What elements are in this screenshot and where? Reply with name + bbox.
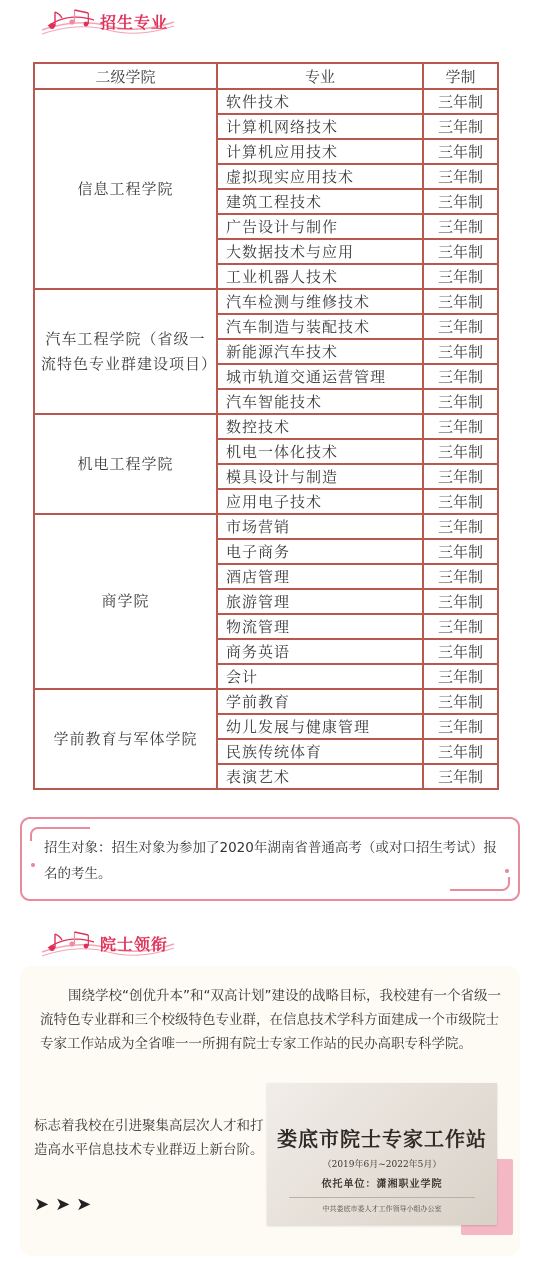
major-cell: 建筑工程技术: [217, 189, 423, 214]
major-cell: 学前教育: [217, 689, 423, 714]
plaque-date: （2019年6月~2022年5月）: [322, 1160, 442, 1170]
major-cell: 汽车制造与装配技术: [217, 314, 423, 339]
college-cell: 汽车工程学院（省级一流特色专业群建设项目）: [34, 289, 217, 414]
duration-cell: 三年制: [423, 689, 498, 714]
major-cell: 广告设计与制作: [217, 214, 423, 239]
major-cell: 民族传统体育: [217, 739, 423, 764]
duration-cell: 三年制: [423, 289, 498, 314]
duration-cell: 三年制: [423, 739, 498, 764]
admission-notice: [20, 817, 520, 901]
plaque-title: 娄底市院士专家工作站: [277, 1127, 487, 1151]
college-cell: 学前教育与军体学院: [34, 689, 217, 789]
dot-decoration: [31, 863, 35, 867]
duration-cell: 三年制: [423, 89, 498, 114]
major-cell: 会计: [217, 664, 423, 689]
duration-cell: 三年制: [423, 439, 498, 464]
duration-cell: 三年制: [423, 639, 498, 664]
academician-intro: 围绕学校“创优升本”和“双高计划”建设的战略目标，我校建有一个省级一流特色专业群和三个校级特色专业群，在信息技术学科方面建成一个市级院士专家工作站成为全省唯一一所拥有院士专家工作站的民办高职专科学院。: [40, 988, 501, 1052]
major-cell: 电子商务: [217, 539, 423, 564]
duration-cell: 三年制: [423, 114, 498, 139]
duration-cell: 三年制: [423, 539, 498, 564]
major-cell: 城市轨道交通运营管理: [217, 364, 423, 389]
dot-decoration: [505, 869, 509, 873]
majors-table-body: [34, 89, 498, 789]
major-cell: 汽车检测与维修技术: [217, 289, 423, 314]
major-cell: 模具设计与制造: [217, 464, 423, 489]
duration-cell: 三年制: [423, 339, 498, 364]
majors-table: [33, 62, 499, 790]
section-title: 招生专业: [100, 13, 169, 32]
major-cell: 表演艺术: [217, 764, 423, 789]
table-header-row: [34, 63, 498, 89]
major-cell: 机电一体化技术: [217, 439, 423, 464]
major-cell: 幼儿发展与健康管理: [217, 714, 423, 739]
table-row: [34, 89, 498, 114]
header-college: 二级学院: [34, 63, 217, 89]
notice-text: 招生对象：招生对象为参加了2020年湖南省普通高考（或对口招生考试）报名的考生。: [44, 840, 497, 882]
major-cell: 市场营销: [217, 514, 423, 539]
header-major: 专业: [217, 63, 423, 89]
plaque-divider: [289, 1197, 475, 1198]
duration-cell: 三年制: [423, 514, 498, 539]
major-cell: 虚拟现实应用技术: [217, 164, 423, 189]
college-cell: 信息工程学院: [34, 89, 217, 289]
college-cell: 商学院: [34, 514, 217, 689]
plaque-photo: [267, 1083, 497, 1225]
duration-cell: 三年制: [423, 564, 498, 589]
duration-cell: 三年制: [423, 214, 498, 239]
duration-cell: 三年制: [423, 764, 498, 789]
major-cell: 汽车智能技术: [217, 389, 423, 414]
academician-side-text: 标志着我校在引进聚集高层次人才和打造高水平信息技术专业群迈上新台阶。: [34, 1118, 264, 1158]
plaque-footer: 中共娄底市委人才工作领导小组办公室: [322, 1205, 442, 1213]
major-cell: 计算机网络技术: [217, 114, 423, 139]
table-row: [34, 289, 498, 314]
major-cell: 数控技术: [217, 414, 423, 439]
academician-card: [20, 966, 520, 1256]
duration-cell: 三年制: [423, 389, 498, 414]
duration-cell: 三年制: [423, 464, 498, 489]
section-title: 院士领衔: [100, 935, 169, 954]
table-row: [34, 689, 498, 714]
duration-cell: 三年制: [423, 589, 498, 614]
table-row: [34, 414, 498, 439]
duration-cell: 三年制: [423, 414, 498, 439]
major-cell: 计算机应用技术: [217, 139, 423, 164]
arrow-icons: ➤➤➤: [34, 1194, 98, 1215]
majors-section-header: [38, 4, 218, 38]
major-cell: 物流管理: [217, 614, 423, 639]
duration-cell: 三年制: [423, 714, 498, 739]
major-cell: 软件技术: [217, 89, 423, 114]
major-cell: 工业机器人技术: [217, 264, 423, 289]
major-cell: 商务英语: [217, 639, 423, 664]
duration-cell: 三年制: [423, 314, 498, 339]
duration-cell: 三年制: [423, 364, 498, 389]
duration-cell: 三年制: [423, 189, 498, 214]
college-cell: 机电工程学院: [34, 414, 217, 514]
duration-cell: 三年制: [423, 489, 498, 514]
duration-cell: 三年制: [423, 164, 498, 189]
major-cell: 新能源汽车技术: [217, 339, 423, 364]
duration-cell: 三年制: [423, 664, 498, 689]
duration-cell: 三年制: [423, 264, 498, 289]
header-duration: 学制: [423, 63, 498, 89]
duration-cell: 三年制: [423, 614, 498, 639]
table-row: [34, 514, 498, 539]
duration-cell: 三年制: [423, 239, 498, 264]
major-cell: 应用电子技术: [217, 489, 423, 514]
academician-section-header: [38, 926, 218, 960]
major-cell: 旅游管理: [217, 589, 423, 614]
major-cell: 酒店管理: [217, 564, 423, 589]
major-cell: 大数据技术与应用: [217, 239, 423, 264]
plaque-unit: 依托单位：潇湘职业学院: [321, 1179, 443, 1190]
duration-cell: 三年制: [423, 139, 498, 164]
